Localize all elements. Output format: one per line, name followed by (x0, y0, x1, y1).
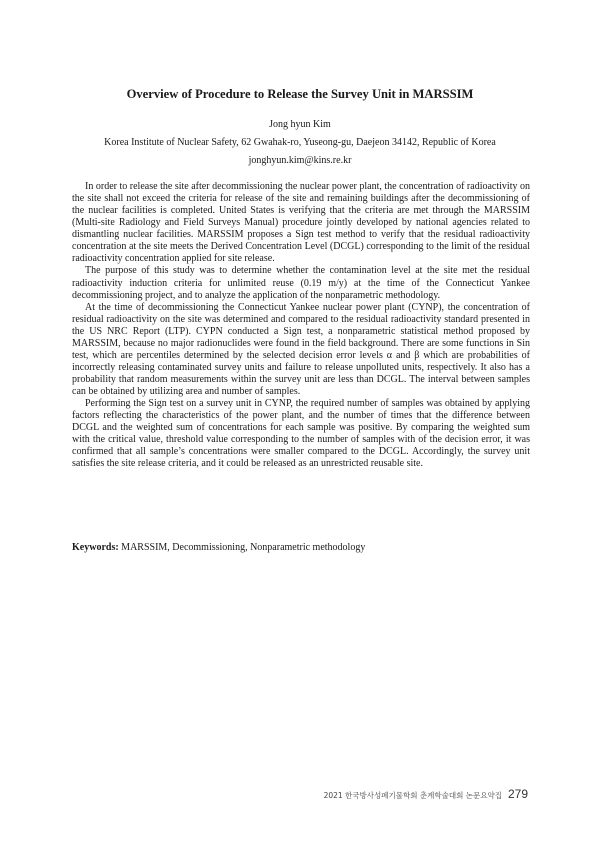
abstract (72, 181, 530, 471)
footer-journal: 2021 한국방사성폐기물학회 춘계학술대회 논문요약집 (323, 791, 502, 800)
keywords (72, 542, 530, 553)
abstract-paragraph-4: Performing the Sign test on a survey unit in CYNP, the required number of samples was obtained by applying factors reflecting the characteristics of the power plant, and the number of times that the difference between DCGL and the weighted sum of concentrations for each sample was positive. By comparing the weighted sum with the critical value, threshold value corresponding to the number of samples with of the decision error, it was confirmed that all sample’s concentrations were smaller compared to the DCGL. Accordingly, the survey unit satisfies the site release criteria, and it could be released as an unrestricted reusable site. (72, 398, 530, 470)
page-number: 279 (507, 787, 528, 801)
keywords-label: Keywords: (72, 542, 119, 553)
abstract-paragraph-3: At the time of decommissioning the Connecticut Yankee nuclear power plant (CYNP), the concentration of residual radioactivity on the site was determined and compared to the residual radioactivity standard presented in the US NRC Report (LTP). CYPN conducted a Sign test, a nonparametric statistical method proposed by MARSSIM, because no major radionuclides were found in the field background. There are some functions in Sin test, which are percentiles determined by the selected decision error levels α and β which are probabilities of incorrectly releasing contaminated survey units and failure to release unpolluted units, respectively. It also has a probability that random measurements within the survey unit are less than DCGL. The interval between samples can be obtained by utilizing area and number of samples. (72, 301, 530, 398)
page-footer (324, 787, 528, 801)
keywords-text: MARSSIM, Decommissioning, Nonparametric methodology (118, 542, 366, 553)
author-email[interactable]: jonghyun.kim@kins.re.kr (248, 155, 352, 166)
author-affiliation: Korea Institute of Nuclear Safety, 62 Gwahak-ro, Yuseong-gu, Daejeon 34142, Republic of Korea (104, 137, 496, 148)
paper-title: Overview of Procedure to Release the Survey Unit in MARSSIM (126, 87, 474, 101)
abstract-paragraph-2: The purpose of this study was to determine whether the contamination level at the site met the residual radioactivity induction criteria for unlimited reuse (0.19 m/y) at the time of the Connecticut Yankee decommissioning project, and to analyze the application of the nonparametric methodology. (72, 265, 530, 301)
author-name: Jong hyun Kim (269, 119, 331, 130)
abstract-paragraph-1: In order to release the site after decommissioning the nuclear power plant, the concentration of radioactivity on the site shall not exceed the criteria for release of the site and remaining buildings after the decommissioning of the nuclear facilities is completed. United States is verifying that the criteria are met through the MARSSIM (Multi-site Radiology and Field Surveys Manual) procedure jointly developed by national agencies related to dismantling nuclear facilities. MARSSIM proposes a Sign test method to verify that the residual radioactivity concentration at the site meets the Derived Concentration Level (DCGL) corresponding to the limit of the residual radioactivity concentration applied for site release. (72, 181, 530, 265)
